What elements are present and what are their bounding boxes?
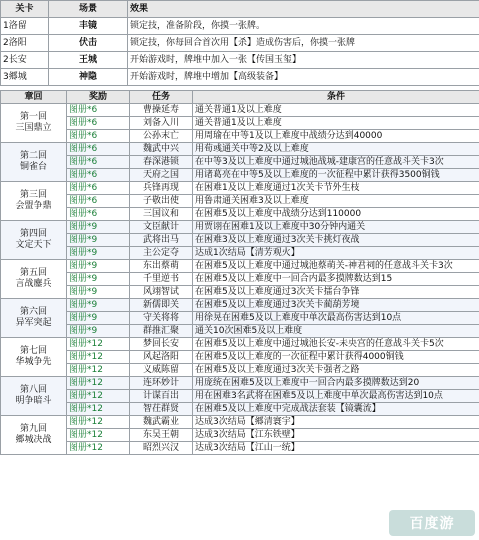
task-cell: 新儒即关 xyxy=(130,299,193,312)
reward-cell: 图册*9 xyxy=(67,325,130,338)
chapter-cell: 第一回 三国鼎立 xyxy=(1,104,67,143)
level-cell: 2洛阳 xyxy=(1,35,49,52)
header-cell: 章回 xyxy=(1,91,67,104)
task-cell: 群推汇聚 xyxy=(130,325,193,338)
reward-cell: 图册*9 xyxy=(67,286,130,299)
condition-cell: 在困难1及以上难度通过1次关卡节外生枝 xyxy=(193,182,479,195)
reward-cell: 图册*6 xyxy=(67,117,130,130)
task-cell: 刘备入川 xyxy=(130,117,193,130)
condition-cell: 达成3次结局【江东铁壁】 xyxy=(193,429,479,442)
table-row xyxy=(1,130,479,143)
effect-cell: 开始游戏时，牌堆中增加【高级装备】 xyxy=(128,69,479,86)
table-row xyxy=(1,69,479,86)
task-cell: 梦回长安 xyxy=(130,338,193,351)
table-row xyxy=(1,416,479,429)
condition-cell: 在困难5及以上难度中一回合内最多摸牌数达到15 xyxy=(193,273,479,286)
chapter-cell: 第七回 华城争先 xyxy=(1,338,67,377)
condition-cell: 在困难3及以上难度通过3次关卡挑灯夜战 xyxy=(193,234,479,247)
condition-cell: 在困难5及以上难度通过3次关卡蔺葫芳境 xyxy=(193,299,479,312)
watermark-logo xyxy=(389,510,475,536)
reward-cell: 图册*6 xyxy=(67,195,130,208)
table-row xyxy=(1,364,479,377)
task-cell: 守关将将 xyxy=(130,312,193,325)
table-row xyxy=(1,351,479,364)
reward-cell: 图册*6 xyxy=(67,130,130,143)
reward-cell: 图册*6 xyxy=(67,182,130,195)
table-row xyxy=(1,169,479,182)
reward-cell: 图册*12 xyxy=(67,364,130,377)
task-cell: 魏武霸业 xyxy=(130,416,193,429)
table-row xyxy=(1,429,479,442)
reward-cell: 图册*6 xyxy=(67,156,130,169)
reward-cell: 图册*9 xyxy=(67,312,130,325)
task-cell: 武将出马 xyxy=(130,234,193,247)
condition-cell: 用周瑜在中等1及以上难度中战绩分达到40000 xyxy=(193,130,479,143)
task-cell: 文臣献计 xyxy=(130,221,193,234)
task-cell: 义威陈留 xyxy=(130,364,193,377)
condition-cell: 达成1次结局【清芳观火】 xyxy=(193,247,479,260)
watermark-text: 百度游 xyxy=(409,516,455,532)
table-row xyxy=(1,325,479,338)
chapter-cell: 第九回 郷城决战 xyxy=(1,416,67,455)
task-cell: 东出蔡萌 xyxy=(130,260,193,273)
table-row xyxy=(1,390,479,403)
condition-cell: 用徐晃在困难5及以上难度中单次最高伤害达到10点 xyxy=(193,312,479,325)
task-cell: 兵锋再现 xyxy=(130,182,193,195)
condition-cell: 在困难5及以上难度中通过城池长安-未央宫的任意战斗关卡5次 xyxy=(193,338,479,351)
table-row xyxy=(1,442,479,455)
condition-cell: 用诸葛亮在中等5及以上难度的一次征程中累计获得3500铜钱 xyxy=(193,169,479,182)
condition-cell: 通关10次困难5及以上难度 xyxy=(193,325,479,338)
task-cell: 风起洛阳 xyxy=(130,351,193,364)
header-cell: 场景 xyxy=(49,1,128,18)
scene-cell: 伏击 xyxy=(49,35,128,52)
reward-cell: 图册*12 xyxy=(67,377,130,390)
table-row xyxy=(1,247,479,260)
table-row xyxy=(1,117,479,130)
reward-cell: 图册*6 xyxy=(67,143,130,156)
condition-cell: 在困难5及以上难度的一次征程中累计获得4000铜钱 xyxy=(193,351,479,364)
condition-cell: 在困难5及以上难度通过3次关卡强者之路 xyxy=(193,364,479,377)
table-row xyxy=(1,35,479,52)
header-cell: 奖励 xyxy=(67,91,130,104)
table-row xyxy=(1,182,479,195)
header-cell: 任务 xyxy=(130,91,193,104)
chapter-cell: 第四回 文定天下 xyxy=(1,221,67,260)
task-cell: 主公定夺 xyxy=(130,247,193,260)
condition-cell: 用庞统在困难5及以上难度中一回合内最多摸牌数达到20 xyxy=(193,377,479,390)
quests-header-row xyxy=(1,91,479,104)
task-cell: 曹操延寿 xyxy=(130,104,193,117)
condition-cell: 在困难5及以上难度中通过城池蔡萌关-神君祠的任意战斗关卡3次 xyxy=(193,260,479,273)
table-row xyxy=(1,377,479,390)
level-cell: 1洛留 xyxy=(1,18,49,35)
task-cell: 昭烈兴汉 xyxy=(130,442,193,455)
reward-cell: 图册*9 xyxy=(67,247,130,260)
levels-header-row xyxy=(1,1,479,18)
table-row xyxy=(1,143,479,156)
reward-cell: 图册*12 xyxy=(67,351,130,364)
task-cell: 春深港锁 xyxy=(130,156,193,169)
reward-cell: 图册*9 xyxy=(67,299,130,312)
effect-cell: 锁定技，准备阶段，你摸一张牌。 xyxy=(128,18,479,35)
table-row xyxy=(1,260,479,273)
condition-cell: 在中等3及以上难度中通过城池战城-建康宫的任意战斗关卡3次 xyxy=(193,156,479,169)
chapter-cell: 第八回 明争暗斗 xyxy=(1,377,67,416)
task-cell: 风翊智试 xyxy=(130,286,193,299)
condition-cell: 在困难5及以上难度中战绩分达到110000 xyxy=(193,208,479,221)
chapter-cell: 第五回 言战鏖兵 xyxy=(1,260,67,299)
task-cell: 智茌群贤 xyxy=(130,403,193,416)
chapter-cell: 第二回 铜雀台 xyxy=(1,143,67,182)
table-row xyxy=(1,403,479,416)
task-cell: 计谋百出 xyxy=(130,390,193,403)
table-row xyxy=(1,234,479,247)
table-row xyxy=(1,156,479,169)
condition-cell: 达成3次结局【江山一统】 xyxy=(193,442,479,455)
scene-cell: 神隐 xyxy=(49,69,128,86)
condition-cell: 达成3次结局【郷清寰宇】 xyxy=(193,416,479,429)
reward-cell: 图册*12 xyxy=(67,442,130,455)
reward-cell: 图册*9 xyxy=(67,234,130,247)
header-cell: 关卡 xyxy=(1,1,49,18)
scene-cell: 王城 xyxy=(49,52,128,69)
reward-cell: 图册*6 xyxy=(67,208,130,221)
task-cell: 连环妙计 xyxy=(130,377,193,390)
levels-table xyxy=(0,0,479,86)
condition-cell: 用鲁肃通关困难3及以上难度 xyxy=(193,195,479,208)
reward-cell: 图册*12 xyxy=(67,429,130,442)
task-cell: 公孙末亡 xyxy=(130,130,193,143)
reward-cell: 图册*12 xyxy=(67,416,130,429)
reward-cell: 图册*12 xyxy=(67,403,130,416)
scene-cell: 丰镜 xyxy=(49,18,128,35)
table-row xyxy=(1,104,479,117)
table-row xyxy=(1,312,479,325)
table-row xyxy=(1,338,479,351)
condition-cell: 通关普通1及以上难度 xyxy=(193,104,479,117)
task-cell: 东吴王朝 xyxy=(130,429,193,442)
reward-cell: 图册*9 xyxy=(67,221,130,234)
table-row xyxy=(1,273,479,286)
reward-cell: 图册*12 xyxy=(67,390,130,403)
table-row xyxy=(1,286,479,299)
chapter-cell: 第六回 异军突起 xyxy=(1,299,67,338)
header-cell: 条件 xyxy=(193,91,479,104)
condition-cell: 用贾诩在困难1及以上难度中30分钟内通关 xyxy=(193,221,479,234)
table-row xyxy=(1,195,479,208)
table-row xyxy=(1,221,479,234)
reward-cell: 图册*6 xyxy=(67,169,130,182)
table-row xyxy=(1,208,479,221)
level-cell: 2长安 xyxy=(1,52,49,69)
condition-cell: 用在困难3名武将在困难5及以上难度中单次最高伤害达到10点 xyxy=(193,390,479,403)
reward-cell: 图册*9 xyxy=(67,273,130,286)
task-cell: 千里逆书 xyxy=(130,273,193,286)
table-row xyxy=(1,52,479,69)
task-cell: 魏武中兴 xyxy=(130,143,193,156)
task-cell: 天府之国 xyxy=(130,169,193,182)
condition-cell: 在困难5及以上难度通过3次关卡擂台争锋 xyxy=(193,286,479,299)
effect-cell: 锁定技，你每回合首次用【杀】造成伤害后，你摸一张牌 xyxy=(128,35,479,52)
reward-cell: 图册*6 xyxy=(67,104,130,117)
task-cell: 三国议和 xyxy=(130,208,193,221)
condition-cell: 通关普通1及以上难度 xyxy=(193,117,479,130)
effect-cell: 开始游戏时，牌堆中加入一张【传国玉玺】 xyxy=(128,52,479,69)
table-row xyxy=(1,18,479,35)
header-cell: 效果 xyxy=(128,1,479,18)
task-cell: 子敬出使 xyxy=(130,195,193,208)
level-cell: 3郷城 xyxy=(1,69,49,86)
reward-cell: 图册*12 xyxy=(67,338,130,351)
condition-cell: 在困难5及以上难度中完成战法套装【镜囊流】 xyxy=(193,403,479,416)
quests-table xyxy=(0,90,479,455)
table-row xyxy=(1,299,479,312)
reward-cell: 图册*9 xyxy=(67,260,130,273)
condition-cell: 用荀彧通关中等2及以上难度 xyxy=(193,143,479,156)
chapter-cell: 第三回 会盟争鼎 xyxy=(1,182,67,221)
